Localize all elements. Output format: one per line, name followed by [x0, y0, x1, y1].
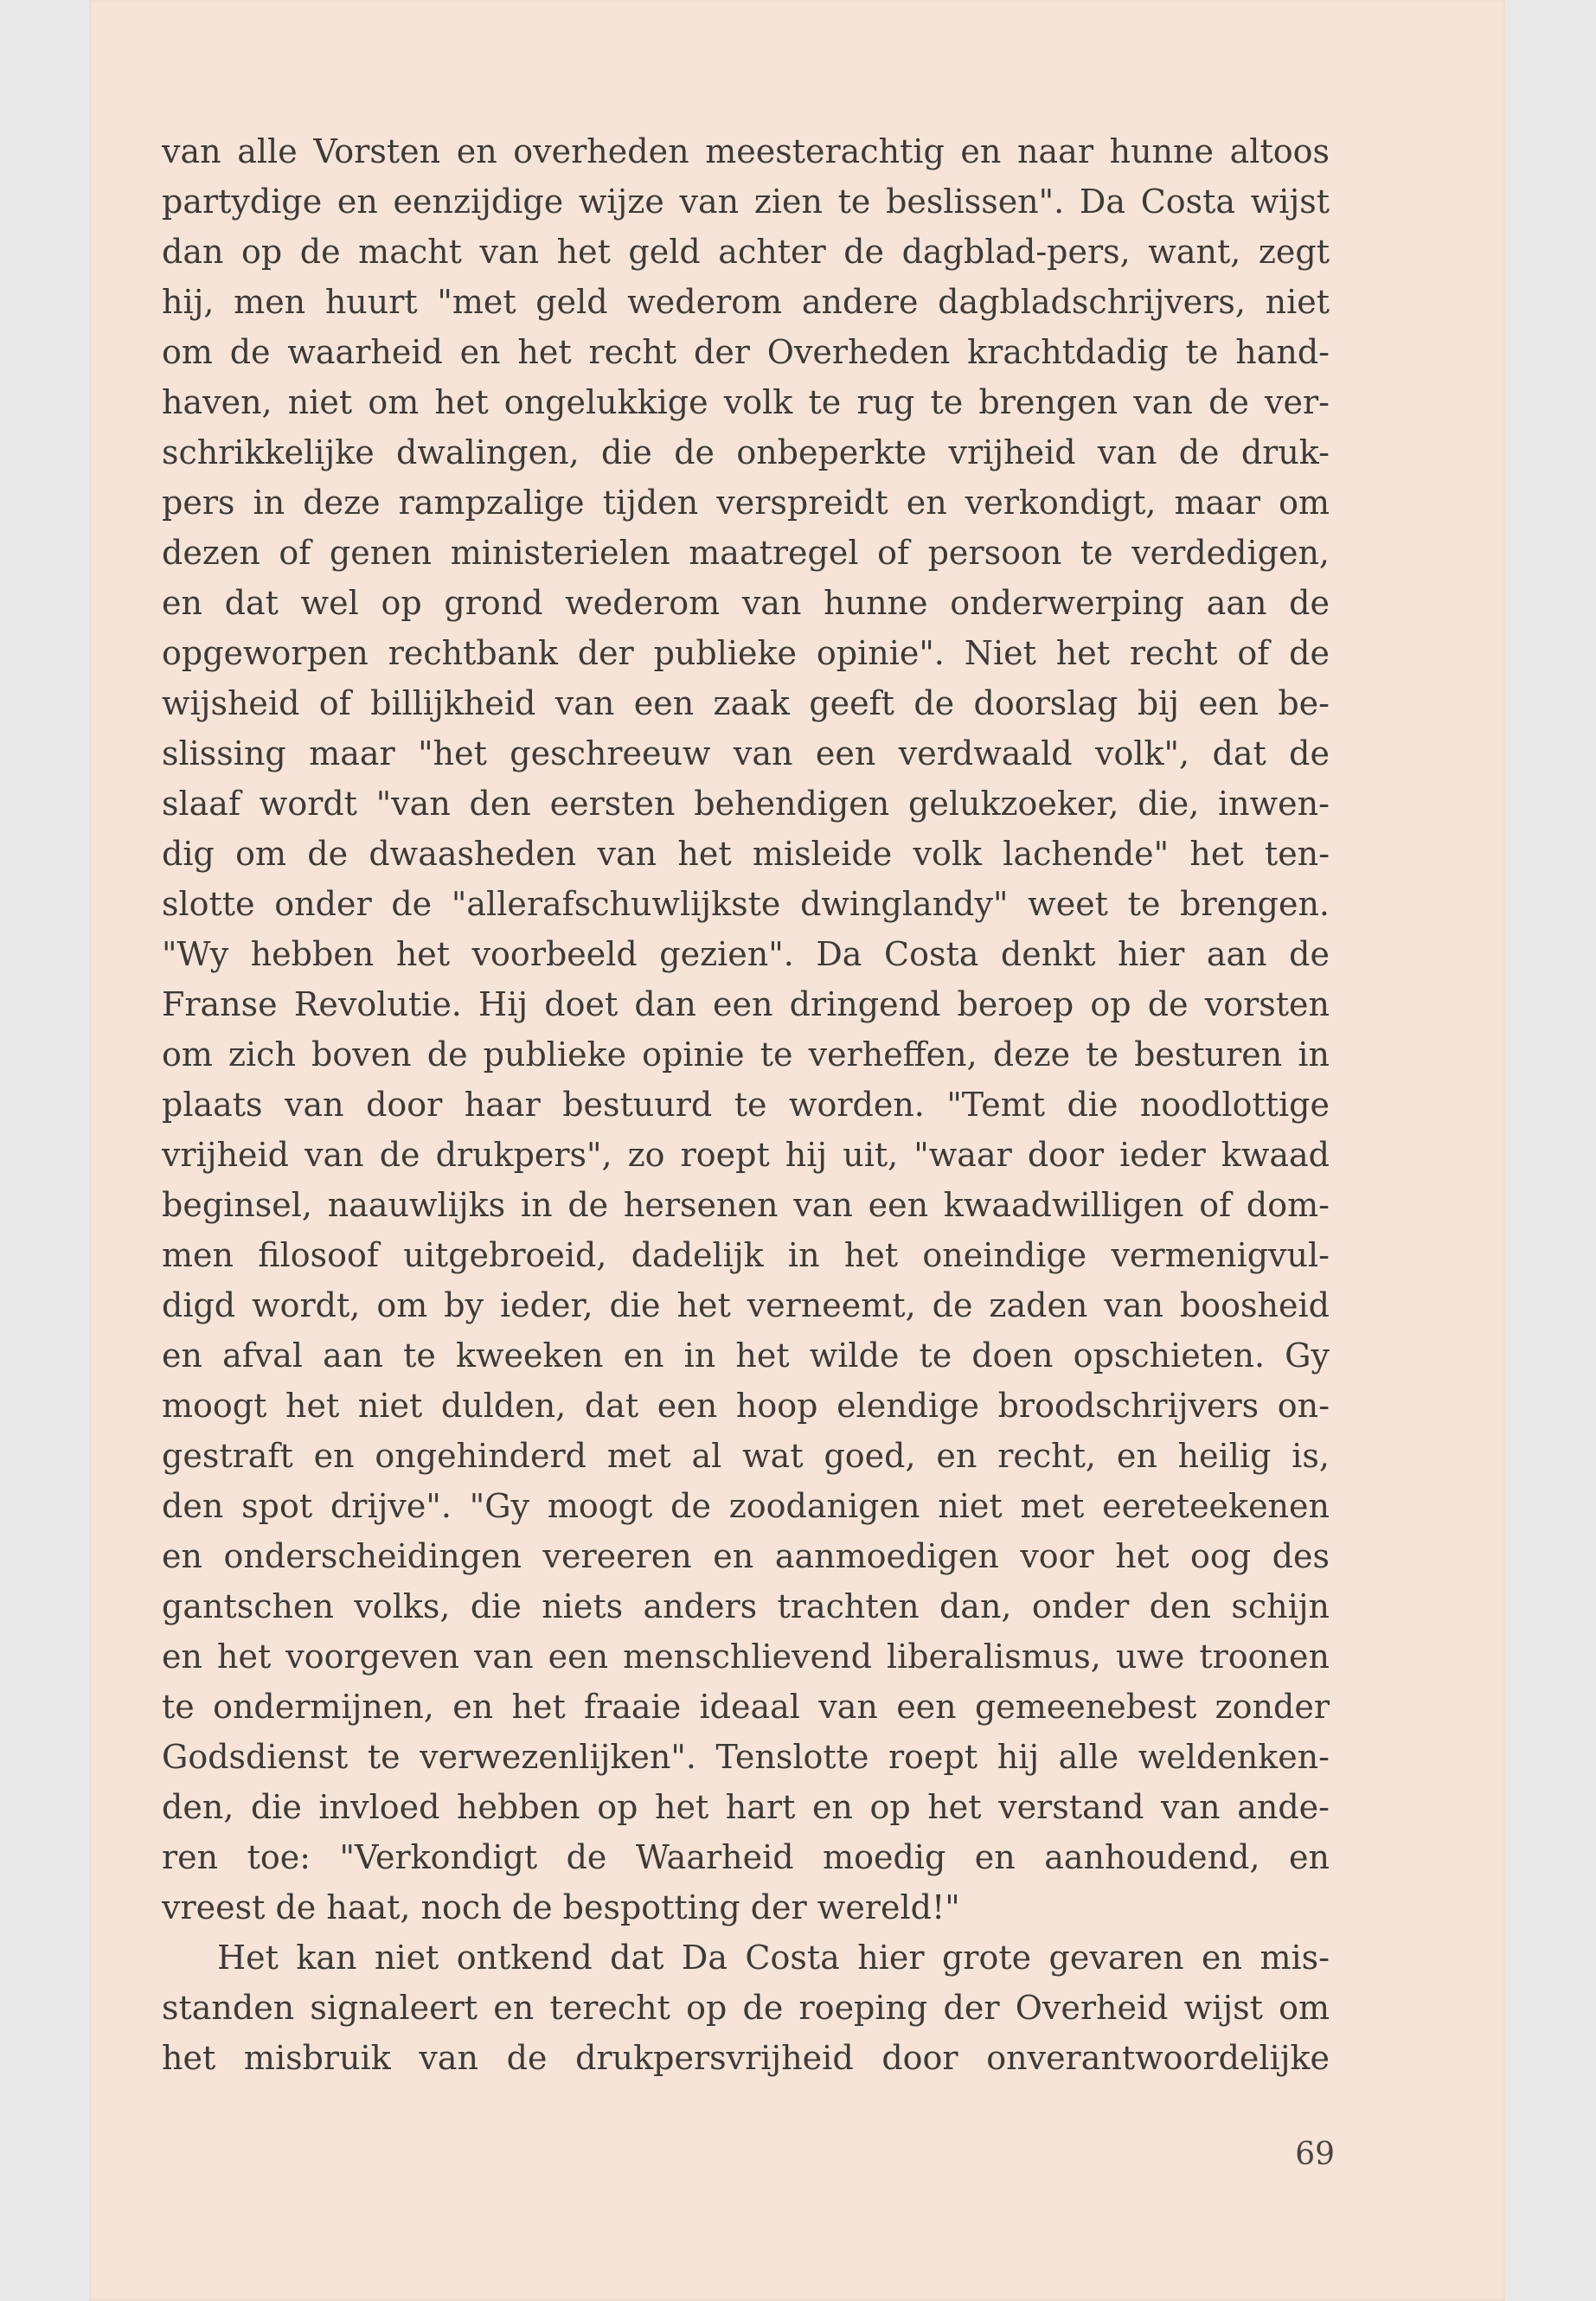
text-line: om zich boven de publieke opinie te verheffen, deze te besturen in — [162, 1035, 1330, 1074]
page-number: 69 — [1295, 2137, 1335, 2172]
text-line: moogt het niet dulden, dat een hoop elendige broodschrijvers on- — [162, 1387, 1330, 1425]
text-line: en het voorgeven van een menschlievend liberalismus, uwe troonen — [162, 1638, 1330, 1676]
text-line: en afval aan te kweeken en in het wilde te doen opschieten. Gy — [162, 1336, 1330, 1375]
text-line: het misbruik van de drukpersvrijheid door onverantwoordelijke — [162, 2039, 1330, 2077]
text-line: dan op de macht van het geld achter de dagblad-pers, want, zegt — [162, 233, 1330, 271]
text-line: digd wordt, om by ieder, die het verneemt, de zaden van boosheid — [162, 1286, 1330, 1324]
text-line: opgeworpen rechtbank der publieke opinie". Niet het recht of de — [162, 634, 1330, 672]
text-line: vrijheid van de drukpers", zo roept hij uit, "waar door ieder kwaad — [162, 1136, 1330, 1174]
text-line: Het kan niet ontkend dat Da Costa hier grote gevaren en mis- — [217, 1939, 1330, 1977]
text-line: hij, men huurt "met geld wederom andere dagbladschrijvers, niet — [162, 283, 1330, 321]
text-line: te ondermijnen, en het fraaie ideaal van een gemeenebest zonder — [162, 1688, 1330, 1726]
text-line: wijsheid of billijkheid van een zaak geeft de doorslag bij een be- — [162, 684, 1330, 722]
text-line: slaaf wordt "van den eersten behendigen gelukzoeker, die, inwen- — [162, 785, 1330, 823]
text-line: plaats van door haar bestuurd te worden. "Temt die noodlottige — [162, 1086, 1330, 1124]
text-line: standen signaleert en terecht op de roeping der Overheid wijst om — [162, 1989, 1330, 2027]
text-line: haven, niet om het ongelukkige volk te rug te brengen van de ver- — [162, 383, 1330, 421]
text-line: dig om de dwaasheden van het misleide volk lachende" het ten- — [162, 835, 1330, 873]
text-line: van alle Vorsten en overheden meesterachtig en naar hunne altoos — [162, 132, 1330, 170]
text-line: Franse Revolutie. Hij doet dan een dringend beroep op de vorsten — [162, 985, 1330, 1023]
text-line: den spot drijve". "Gy moogt de zoodanigen niet met eereteekenen — [162, 1487, 1330, 1525]
text-line: om de waarheid en het recht der Overheden krachtdadig te hand- — [162, 333, 1330, 371]
text-line: Godsdienst te verwezenlijken". Tenslotte roept hij alle weldenken- — [162, 1738, 1330, 1776]
text-line: pers in deze rampzalige tijden verspreidt en verkondigt, maar om — [162, 484, 1330, 522]
text-line: slotte onder de "allerafschuwlijkste dwinglandy" weet te brengen. — [162, 885, 1330, 923]
book-page — [89, 0, 1505, 2301]
text-line: den, die invloed hebben op het hart en op het verstand van ande- — [162, 1788, 1330, 1826]
text-line: "Wy hebben het voorbeeld gezien". Da Costa denkt hier aan de — [162, 935, 1330, 973]
text-line: en onderscheidingen vereeren en aanmoedigen voor het oog des — [162, 1537, 1330, 1575]
text-line: gestraft en ongehinderd met al wat goed, en recht, en heilig is, — [162, 1437, 1330, 1475]
text-line: dezen of genen ministerielen maatregel of persoon te verdedigen, — [162, 534, 1330, 572]
text-line: partydige en eenzijdige wijze van zien te beslissen". Da Costa wijst — [162, 183, 1330, 221]
text-line: beginsel, naauwlijks in de hersenen van een kwaadwilligen of dom- — [162, 1186, 1330, 1224]
text-line: schrikkelijke dwalingen, die de onbeperkte vrijheid van de druk- — [162, 433, 1330, 471]
text-line: ren toe: "Verkondigt de Waarheid moedig en aanhoudend, en — [162, 1838, 1330, 1876]
text-line: gantschen volks, die niets anders trachten dan, onder den schijn — [162, 1587, 1330, 1625]
text-line: vreest de haat, noch de bespotting der wereld!" — [162, 1888, 960, 1926]
text-line: en dat wel op grond wederom van hunne onderwerping aan de — [162, 584, 1330, 622]
body-text — [162, 126, 1330, 2083]
text-line: men filosoof uitgebroeid, dadelijk in het oneindige vermenigvul- — [162, 1236, 1330, 1274]
text-line: slissing maar "het geschreeuw van een verdwaald volk", dat de — [162, 734, 1330, 772]
